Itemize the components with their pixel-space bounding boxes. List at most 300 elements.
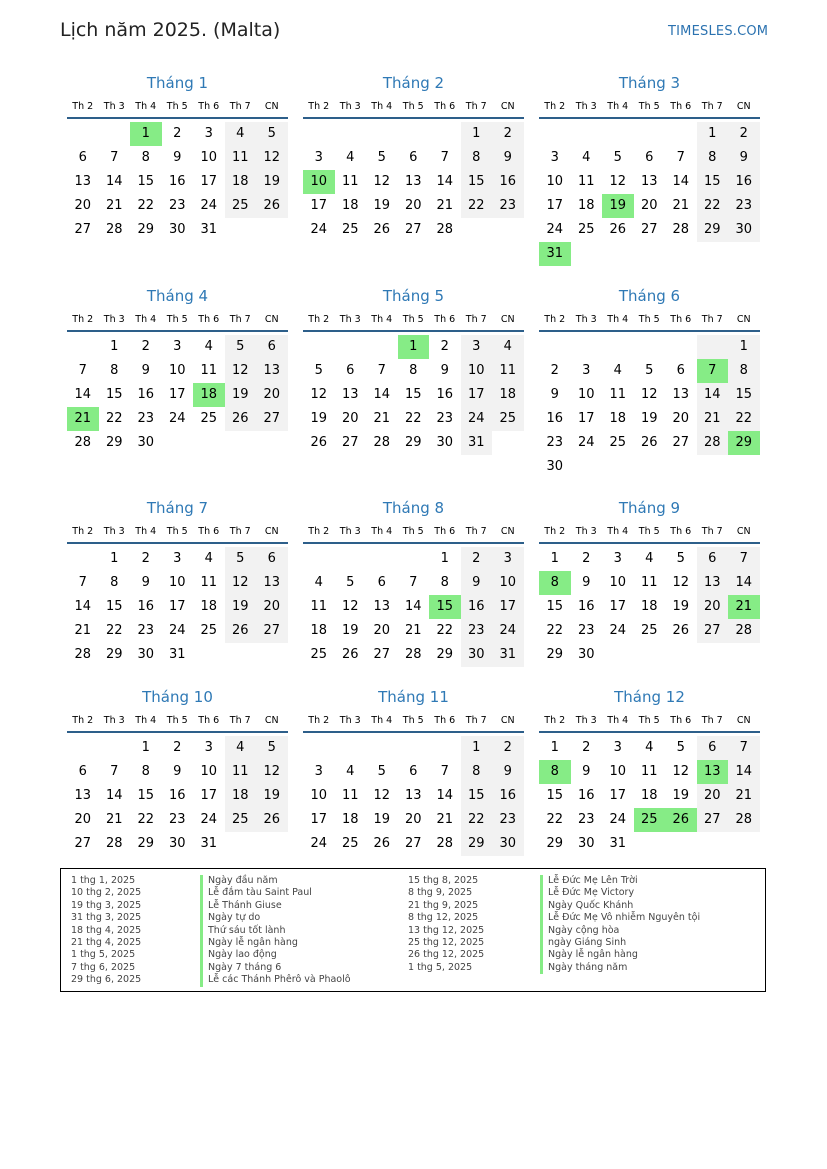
day-cell: 12 xyxy=(225,359,257,383)
day-cell: 25 xyxy=(492,407,524,431)
day-cell: 22 xyxy=(461,808,493,832)
day-cell: 30 xyxy=(577,836,595,851)
holiday-name: Ngày đầu năm xyxy=(208,875,278,886)
day-cell: 18 xyxy=(609,411,627,426)
day-cell: 3 xyxy=(582,363,591,378)
empty-day-cell xyxy=(665,122,697,146)
day-cell: 31 xyxy=(200,222,218,237)
week-row xyxy=(303,359,524,383)
day-cell: 15 xyxy=(137,788,155,803)
day-cell: 21 xyxy=(436,198,454,213)
holiday-date: 31 thg 3, 2025 xyxy=(71,912,142,924)
empty-day-cell xyxy=(665,335,697,359)
day-cell: 19 xyxy=(373,198,391,213)
day-cell: 2 xyxy=(550,363,559,378)
holiday-name: Lễ các Thánh Phêrô và Phaolô xyxy=(208,974,351,986)
weekday-header xyxy=(303,714,524,733)
day-cell: 6 xyxy=(78,150,87,165)
day-cell: 21 xyxy=(672,198,690,213)
weekday-header xyxy=(539,714,760,733)
holiday-names-column-1 xyxy=(200,875,351,987)
day-cell: 8 xyxy=(728,359,760,383)
weekday-label: Th 3 xyxy=(339,715,361,726)
empty-day-cell xyxy=(461,218,493,242)
day-cell: 2 xyxy=(173,126,182,141)
day-cell: 25 xyxy=(341,836,359,851)
day-cell: 19 xyxy=(256,784,288,808)
day-cell: 14 xyxy=(105,788,123,803)
day-cell: 6 xyxy=(697,547,729,571)
day-cell: 13 xyxy=(404,788,422,803)
holiday-list xyxy=(60,868,766,992)
day-cell: 22 xyxy=(546,623,564,638)
day-cell: 24 xyxy=(461,407,493,431)
day-cell: 25 xyxy=(310,647,328,662)
weekday-label: Th 5 xyxy=(166,101,188,112)
day-cell: 21 xyxy=(373,411,391,426)
holiday-day-cell: 1 xyxy=(130,122,162,146)
day-cell: 14 xyxy=(373,387,391,402)
weekday-label: Th 7 xyxy=(229,526,251,537)
day-cell: 15 xyxy=(137,174,155,189)
day-cell: 20 xyxy=(256,383,288,407)
weekday-label: Th 6 xyxy=(198,314,220,325)
day-cell: 26 xyxy=(373,222,391,237)
weekday-label: CN xyxy=(736,715,751,726)
month-title: Tháng 10 xyxy=(142,688,213,706)
day-cell: 1 xyxy=(141,740,150,755)
weekday-label: CN xyxy=(736,526,751,537)
week-row xyxy=(67,643,288,667)
day-cell: 11 xyxy=(577,174,595,189)
weekday-label: Th 3 xyxy=(339,101,361,112)
week-row xyxy=(67,383,288,407)
day-cell: 26 xyxy=(672,623,690,638)
day-cell: 7 xyxy=(377,363,386,378)
day-cell: 3 xyxy=(314,150,323,165)
day-cell: 6 xyxy=(409,150,418,165)
day-cell: 23 xyxy=(436,411,454,426)
empty-day-cell xyxy=(303,736,335,760)
day-cell: 19 xyxy=(373,812,391,827)
weekday-label: CN xyxy=(500,314,515,325)
day-cell: 15 xyxy=(697,170,729,194)
day-cell: 6 xyxy=(697,736,729,760)
day-cell: 1 xyxy=(550,551,559,566)
holiday-date: 19 thg 3, 2025 xyxy=(71,899,142,911)
weekday-label: Th 2 xyxy=(72,314,94,325)
day-cell: 18 xyxy=(577,198,595,213)
weekday-label: Th 5 xyxy=(402,526,424,537)
day-cell: 22 xyxy=(105,623,123,638)
weekday-label: Th 7 xyxy=(465,314,487,325)
week-row xyxy=(303,170,524,194)
day-cell: 21 xyxy=(436,812,454,827)
day-cell: 20 xyxy=(74,198,92,213)
day-cell: 30 xyxy=(137,647,155,662)
week-row xyxy=(303,547,524,571)
day-cell: 8 xyxy=(110,363,119,378)
weekday-label: Th 2 xyxy=(308,314,330,325)
holiday-day-cell: 8 xyxy=(539,571,571,595)
day-cell: 4 xyxy=(314,575,323,590)
weekday-label: Th 6 xyxy=(670,101,692,112)
day-cell: 28 xyxy=(105,222,123,237)
day-cell: 17 xyxy=(168,599,186,614)
empty-day-cell xyxy=(193,643,225,667)
day-cell: 2 xyxy=(582,740,591,755)
day-cell: 27 xyxy=(404,836,422,851)
week-row xyxy=(539,383,760,407)
day-cell: 19 xyxy=(341,623,359,638)
day-cell: 21 xyxy=(105,198,123,213)
day-cell: 22 xyxy=(728,407,760,431)
weekday-label: Th 2 xyxy=(544,314,566,325)
month-2 xyxy=(303,73,524,242)
day-cell: 16 xyxy=(728,170,760,194)
holiday-day-cell: 21 xyxy=(67,407,99,431)
month-9 xyxy=(539,498,760,667)
day-cell: 10 xyxy=(168,363,186,378)
empty-day-cell xyxy=(429,736,461,760)
week-row xyxy=(303,736,524,760)
day-cell: 13 xyxy=(341,387,359,402)
day-cell: 13 xyxy=(672,387,690,402)
day-cell: 12 xyxy=(609,174,627,189)
empty-day-cell xyxy=(665,643,697,667)
day-cell: 22 xyxy=(404,411,422,426)
weekday-label: Th 5 xyxy=(638,101,660,112)
empty-day-cell xyxy=(99,736,131,760)
day-cell: 6 xyxy=(645,150,654,165)
day-cell: 12 xyxy=(256,760,288,784)
day-cell: 19 xyxy=(640,411,658,426)
day-cell: 26 xyxy=(256,808,288,832)
weekday-label: Th 4 xyxy=(607,715,629,726)
day-cell: 22 xyxy=(461,194,493,218)
weekday-label: Th 4 xyxy=(607,101,629,112)
day-cell: 10 xyxy=(492,571,524,595)
day-cell: 21 xyxy=(697,407,729,431)
day-cell: 3 xyxy=(173,551,182,566)
weekday-label: Th 5 xyxy=(638,314,660,325)
holiday-day-cell: 29 xyxy=(728,431,760,455)
empty-day-cell xyxy=(335,547,367,571)
day-cell: 4 xyxy=(346,150,355,165)
week-row xyxy=(303,383,524,407)
empty-day-cell xyxy=(256,643,288,667)
day-cell: 22 xyxy=(436,623,454,638)
day-cell: 16 xyxy=(436,387,454,402)
day-cell: 24 xyxy=(609,623,627,638)
day-cell: 2 xyxy=(492,736,524,760)
day-cell: 11 xyxy=(310,599,328,614)
empty-day-cell xyxy=(697,643,729,667)
day-cell: 20 xyxy=(697,784,729,808)
day-cell: 23 xyxy=(168,812,186,827)
day-cell: 4 xyxy=(492,335,524,359)
week-row xyxy=(67,808,288,832)
empty-day-cell xyxy=(398,736,430,760)
day-cell: 6 xyxy=(346,363,355,378)
day-cell: 24 xyxy=(168,411,186,426)
day-cell: 5 xyxy=(676,740,685,755)
empty-day-cell xyxy=(225,218,257,242)
day-cell: 3 xyxy=(314,764,323,779)
holiday-day-cell: 25 xyxy=(634,808,666,832)
day-cell: 1 xyxy=(550,740,559,755)
week-row xyxy=(539,808,760,832)
holiday-day-cell: 19 xyxy=(602,194,634,218)
weekday-label: Th 2 xyxy=(308,526,330,537)
weekday-label: Th 4 xyxy=(371,526,393,537)
holiday-date: 1 thg 5, 2025 xyxy=(71,949,136,961)
holiday-day-cell: 1 xyxy=(398,335,430,359)
week-row xyxy=(303,218,524,242)
empty-day-cell xyxy=(697,335,729,359)
day-cell: 11 xyxy=(492,359,524,383)
day-cell: 16 xyxy=(461,595,493,619)
day-cell: 30 xyxy=(436,435,454,450)
day-cell: 11 xyxy=(200,575,218,590)
empty-day-cell xyxy=(67,122,99,146)
day-cell: 24 xyxy=(168,623,186,638)
day-cell: 3 xyxy=(173,339,182,354)
weekday-label: CN xyxy=(500,526,515,537)
weekday-label: Th 3 xyxy=(339,314,361,325)
day-cell: 24 xyxy=(310,836,328,851)
day-cell: 13 xyxy=(74,174,92,189)
weekday-header xyxy=(303,313,524,332)
day-cell: 30 xyxy=(168,836,186,851)
weekday-label: Th 4 xyxy=(371,101,393,112)
day-cell: 5 xyxy=(346,575,355,590)
week-row xyxy=(303,808,524,832)
day-cell: 12 xyxy=(341,599,359,614)
day-cell: 19 xyxy=(672,788,690,803)
day-cell: 25 xyxy=(341,222,359,237)
weekday-label: Th 6 xyxy=(434,314,456,325)
day-cell: 19 xyxy=(256,170,288,194)
empty-day-cell xyxy=(571,455,603,479)
holiday-day-cell: 13 xyxy=(697,760,729,784)
weekday-label: Th 6 xyxy=(198,101,220,112)
day-cell: 18 xyxy=(492,383,524,407)
day-cell: 26 xyxy=(609,222,627,237)
month-title: Tháng 3 xyxy=(618,74,681,92)
holiday-dates-column-2 xyxy=(408,875,484,974)
site-link[interactable]: TIMESLES.COM xyxy=(668,24,769,39)
day-cell: 7 xyxy=(409,575,418,590)
day-cell: 18 xyxy=(225,784,257,808)
week-row xyxy=(539,736,760,760)
day-cell: 18 xyxy=(341,198,359,213)
weekday-label: Th 4 xyxy=(607,314,629,325)
day-cell: 31 xyxy=(609,836,627,851)
day-cell: 16 xyxy=(168,788,186,803)
day-cell: 8 xyxy=(440,575,449,590)
weekday-label: Th 2 xyxy=(308,715,330,726)
day-cell: 12 xyxy=(373,174,391,189)
day-cell: 2 xyxy=(582,551,591,566)
empty-day-cell xyxy=(697,832,729,856)
empty-day-cell xyxy=(602,242,634,266)
day-cell: 29 xyxy=(404,435,422,450)
empty-day-cell xyxy=(728,832,760,856)
day-cell: 10 xyxy=(609,764,627,779)
day-cell: 5 xyxy=(225,335,257,359)
weekday-label: Th 2 xyxy=(72,526,94,537)
empty-day-cell xyxy=(539,335,571,359)
day-cell: 10 xyxy=(200,150,218,165)
day-cell: 29 xyxy=(697,218,729,242)
day-cell: 18 xyxy=(310,623,328,638)
week-row xyxy=(303,619,524,643)
weekday-label: Th 7 xyxy=(701,526,723,537)
weekday-header xyxy=(539,525,760,544)
day-cell: 17 xyxy=(546,198,564,213)
month-title: Tháng 11 xyxy=(378,688,449,706)
day-cell: 2 xyxy=(492,122,524,146)
holiday-date: 25 thg 12, 2025 xyxy=(408,936,485,948)
empty-day-cell xyxy=(571,122,603,146)
day-cell: 8 xyxy=(461,760,493,784)
day-cell: 21 xyxy=(404,623,422,638)
day-cell: 13 xyxy=(373,599,391,614)
day-cell: 24 xyxy=(310,222,328,237)
empty-day-cell xyxy=(634,122,666,146)
day-cell: 23 xyxy=(577,812,595,827)
weekday-label: Th 2 xyxy=(72,101,94,112)
month-title: Tháng 6 xyxy=(618,287,681,305)
day-cell: 14 xyxy=(672,174,690,189)
day-cell: 26 xyxy=(640,435,658,450)
day-cell: 26 xyxy=(341,647,359,662)
day-cell: 13 xyxy=(256,359,288,383)
day-cell: 13 xyxy=(256,571,288,595)
holiday-date: 7 thg 6, 2025 xyxy=(71,961,136,973)
day-cell: 19 xyxy=(225,595,257,619)
day-cell: 28 xyxy=(105,836,123,851)
day-cell: 10 xyxy=(577,387,595,402)
holiday-date: 8 thg 12, 2025 xyxy=(408,912,479,924)
day-cell: 11 xyxy=(640,764,658,779)
empty-day-cell xyxy=(697,455,729,479)
day-cell: 23 xyxy=(492,194,524,218)
month-title: Tháng 4 xyxy=(146,287,209,305)
holiday-name: ngày Giáng Sinh xyxy=(548,936,627,948)
day-cell: 3 xyxy=(461,335,493,359)
holiday-date: 26 thg 12, 2025 xyxy=(408,949,485,961)
day-cell: 11 xyxy=(200,363,218,378)
day-cell: 29 xyxy=(546,647,564,662)
empty-day-cell xyxy=(335,736,367,760)
day-cell: 19 xyxy=(310,411,328,426)
day-cell: 29 xyxy=(436,647,454,662)
day-cell: 18 xyxy=(225,170,257,194)
day-cell: 22 xyxy=(137,812,155,827)
empty-day-cell xyxy=(335,335,367,359)
week-row xyxy=(67,619,288,643)
day-cell: 16 xyxy=(137,387,155,402)
day-cell: 27 xyxy=(672,435,690,450)
day-cell: 29 xyxy=(461,832,493,856)
day-cell: 8 xyxy=(409,363,418,378)
week-row xyxy=(303,431,524,455)
weekday-label: CN xyxy=(264,715,279,726)
day-cell: 30 xyxy=(492,832,524,856)
week-row xyxy=(67,595,288,619)
month-7 xyxy=(67,498,288,667)
holiday-date: 15 thg 8, 2025 xyxy=(408,875,479,886)
day-cell: 10 xyxy=(200,764,218,779)
empty-day-cell xyxy=(162,431,194,455)
empty-day-cell xyxy=(303,335,335,359)
day-cell: 15 xyxy=(461,170,493,194)
day-cell: 14 xyxy=(436,174,454,189)
weekday-label: Th 3 xyxy=(103,526,125,537)
day-cell: 4 xyxy=(645,551,654,566)
day-cell: 16 xyxy=(546,411,564,426)
day-cell: 27 xyxy=(373,647,391,662)
day-cell: 17 xyxy=(609,788,627,803)
week-row xyxy=(539,784,760,808)
day-cell: 12 xyxy=(373,788,391,803)
day-cell: 23 xyxy=(461,619,493,643)
weekday-label: Th 3 xyxy=(575,526,597,537)
weekday-label: Th 7 xyxy=(701,314,723,325)
day-cell: 13 xyxy=(404,174,422,189)
day-cell: 23 xyxy=(137,623,155,638)
day-cell: 7 xyxy=(440,764,449,779)
day-cell: 4 xyxy=(204,551,213,566)
day-cell: 16 xyxy=(577,788,595,803)
day-cell: 21 xyxy=(74,623,92,638)
holiday-date: 13 thg 12, 2025 xyxy=(408,924,485,936)
day-cell: 19 xyxy=(225,383,257,407)
day-cell: 17 xyxy=(310,812,328,827)
empty-day-cell xyxy=(193,431,225,455)
day-cell: 25 xyxy=(200,411,218,426)
empty-day-cell xyxy=(67,335,99,359)
day-cell: 5 xyxy=(377,150,386,165)
day-cell: 8 xyxy=(110,575,119,590)
weekday-label: Th 4 xyxy=(135,526,157,537)
day-cell: 9 xyxy=(492,760,524,784)
day-cell: 15 xyxy=(546,599,564,614)
empty-day-cell xyxy=(225,431,257,455)
empty-day-cell xyxy=(256,431,288,455)
weekday-label: CN xyxy=(264,526,279,537)
empty-day-cell xyxy=(634,242,666,266)
day-cell: 30 xyxy=(577,647,595,662)
holiday-name: Lễ Thánh Giuse xyxy=(208,899,282,911)
empty-day-cell xyxy=(571,335,603,359)
day-cell: 7 xyxy=(110,764,119,779)
weekday-label: CN xyxy=(500,715,515,726)
day-cell: 13 xyxy=(697,571,729,595)
day-cell: 12 xyxy=(640,387,658,402)
day-cell: 26 xyxy=(225,407,257,431)
weekday-label: Th 7 xyxy=(701,715,723,726)
day-cell: 20 xyxy=(256,595,288,619)
day-cell: 9 xyxy=(550,387,559,402)
weekday-label: Th 4 xyxy=(371,314,393,325)
weekday-label: Th 5 xyxy=(166,526,188,537)
week-row xyxy=(303,784,524,808)
weekday-label: CN xyxy=(500,101,515,112)
day-cell: 5 xyxy=(314,363,323,378)
